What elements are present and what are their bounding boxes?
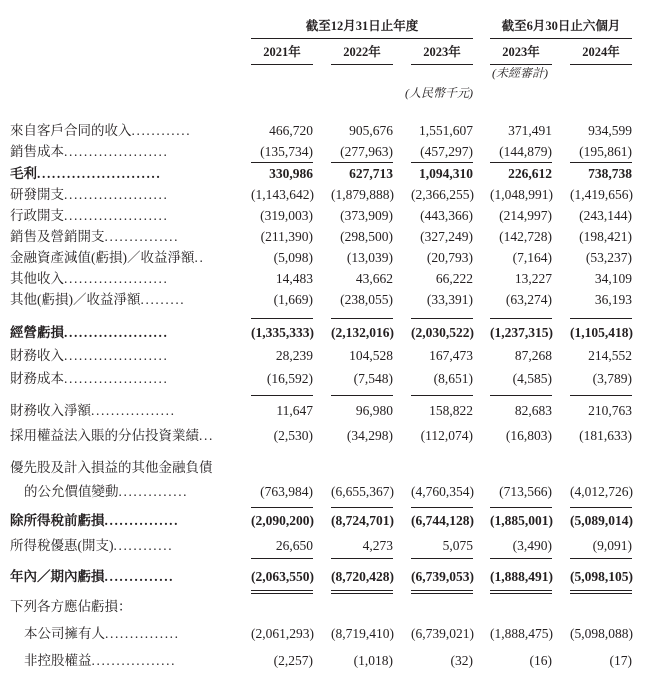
cell-value: (2,061,293) xyxy=(251,626,314,641)
leader-dots: ... xyxy=(199,428,214,443)
table-row xyxy=(0,185,651,205)
subtotal-rule xyxy=(331,395,393,396)
header-year-end-group: 截至12月31日止年度 xyxy=(251,16,473,39)
leader-dots: ............ xyxy=(131,123,192,138)
cell-value: (6,739,053) xyxy=(411,569,474,584)
row-label xyxy=(24,482,235,502)
row-label xyxy=(10,323,235,343)
cell-value: (2,063,550) xyxy=(251,569,314,584)
subtotal-rule xyxy=(411,318,473,319)
table-row xyxy=(0,458,651,478)
cell-value: (34,298) xyxy=(346,428,393,443)
column-header-2022: 2022年 xyxy=(331,42,393,65)
cell-value: (7,164) xyxy=(512,250,552,265)
leader-dots: ..................... xyxy=(64,348,169,363)
cell-value: (1,888,475) xyxy=(490,626,553,641)
cell-value: (8,720,428) xyxy=(331,569,394,584)
row-label xyxy=(24,624,235,644)
row-label xyxy=(10,164,235,184)
row-label-text: 研發開支 xyxy=(10,187,64,202)
cell-value: 14,483 xyxy=(275,271,313,286)
row-label xyxy=(10,227,235,247)
leader-dots: .............. xyxy=(118,484,189,499)
cell-value: (457,297) xyxy=(420,144,473,159)
row-label-text: 財務成本 xyxy=(10,371,64,386)
cell-value: 43,662 xyxy=(355,271,393,286)
leader-dots: ............... xyxy=(104,229,180,244)
cell-value: 210,763 xyxy=(588,403,632,418)
column-header-2023-h1: 2023年 xyxy=(490,42,552,65)
cell-value: (4,012,726) xyxy=(570,484,633,499)
subtotal-rule xyxy=(251,318,313,319)
table-row xyxy=(0,323,651,343)
subtotal-rule xyxy=(411,395,473,396)
row-label-text: 採用權益法入賬的分佔投資業績 xyxy=(10,428,199,443)
double-underline xyxy=(490,590,552,594)
cell-value: 214,552 xyxy=(588,348,632,363)
row-label xyxy=(10,369,235,389)
leader-dots: ............... xyxy=(105,626,180,641)
row-label xyxy=(10,536,235,556)
subtotal-rule xyxy=(411,162,473,163)
cell-value: (443,366) xyxy=(420,208,473,223)
row-label xyxy=(24,651,235,671)
subtotal-rule xyxy=(251,162,313,163)
cell-value: (1,143,642) xyxy=(251,187,314,202)
cell-value: (1,048,991) xyxy=(490,187,553,202)
leader-dots: ......... xyxy=(140,292,186,307)
row-label-text: 財務收入 xyxy=(10,348,64,363)
table-row xyxy=(0,369,651,389)
column-header-2023: 2023年 xyxy=(411,42,473,65)
cell-value: (4,585) xyxy=(512,371,552,386)
cell-value: (2,366,255) xyxy=(411,187,474,202)
cell-value: 226,612 xyxy=(508,166,552,181)
table-row xyxy=(0,482,651,502)
row-label xyxy=(10,597,235,617)
leader-dots: ..................... xyxy=(64,208,169,223)
row-label xyxy=(10,567,235,587)
cell-value: 1,094,310 xyxy=(419,166,473,181)
table-row xyxy=(0,651,651,671)
cell-value: (8,719,410) xyxy=(331,626,394,641)
cell-value: 627,713 xyxy=(349,166,393,181)
row-label-text: 經營虧損 xyxy=(10,325,64,340)
table-row xyxy=(0,401,651,421)
cell-value: (112,074) xyxy=(420,428,473,443)
subtotal-rule xyxy=(331,318,393,319)
cell-value: 905,676 xyxy=(349,123,393,138)
row-label-text: 的公允價值變動 xyxy=(24,484,119,499)
cell-value: 104,528 xyxy=(349,348,393,363)
cell-value: (243,144) xyxy=(579,208,632,223)
cell-value: 4,273 xyxy=(362,538,393,553)
row-label xyxy=(10,290,235,310)
subtotal-rule xyxy=(570,558,632,559)
leader-dots: ..................... xyxy=(64,187,169,202)
subtotal-rule xyxy=(331,507,393,508)
double-underline xyxy=(331,590,393,594)
cell-value: (198,421) xyxy=(579,229,632,244)
cell-value: (1,105,418) xyxy=(570,325,633,340)
leader-dots: .............. xyxy=(104,569,175,584)
cell-value: (5,098) xyxy=(273,250,313,265)
cell-value: 82,683 xyxy=(514,403,552,418)
cell-value: (32) xyxy=(450,653,473,668)
row-label-text: 毛利 xyxy=(10,166,37,181)
cell-value: (5,098,105) xyxy=(570,569,633,584)
cell-value: (277,963) xyxy=(340,144,393,159)
cell-value: (195,861) xyxy=(579,144,632,159)
cell-value: (7,548) xyxy=(353,371,393,386)
cell-value: (135,734) xyxy=(260,144,313,159)
table-row xyxy=(0,269,651,289)
cell-value: 66,222 xyxy=(435,271,473,286)
row-label xyxy=(10,206,235,226)
subtotal-rule xyxy=(570,395,632,396)
cell-value: (2,257) xyxy=(273,653,313,668)
table-row xyxy=(0,536,651,556)
row-label-text: 優先股及計入損益的其他金融負債 xyxy=(10,460,213,475)
cell-value: (1,237,315) xyxy=(490,325,553,340)
cell-value: (1,419,656) xyxy=(570,187,633,202)
cell-value: (1,885,001) xyxy=(490,513,553,528)
unaudited-note: (未經審計) xyxy=(492,66,548,80)
cell-value: (16) xyxy=(529,653,552,668)
subtotal-rule xyxy=(490,507,552,508)
cell-value: (214,997) xyxy=(499,208,552,223)
double-underline xyxy=(251,590,313,594)
cell-value: (2,030,522) xyxy=(411,325,474,340)
row-label xyxy=(10,269,235,289)
table-row xyxy=(0,142,651,162)
row-label-text: 行政開支 xyxy=(10,208,64,223)
subtotal-rule xyxy=(251,507,313,508)
leader-dots: ..................... xyxy=(64,144,169,159)
cell-value: (6,739,021) xyxy=(411,626,474,641)
cell-value: 36,193 xyxy=(594,292,632,307)
cell-value: (8,651) xyxy=(433,371,473,386)
table-row xyxy=(0,164,651,184)
cell-value: (13,039) xyxy=(346,250,393,265)
cell-value: 13,227 xyxy=(514,271,552,286)
cell-value: (181,633) xyxy=(579,428,632,443)
cell-value: 11,647 xyxy=(276,403,313,418)
cell-value: (373,909) xyxy=(340,208,393,223)
subtotal-rule xyxy=(490,162,552,163)
cell-value: 466,720 xyxy=(269,123,313,138)
cell-value: (16,803) xyxy=(505,428,552,443)
cell-value: 34,109 xyxy=(594,271,632,286)
row-label xyxy=(10,185,235,205)
cell-value: (144,879) xyxy=(499,144,552,159)
cell-value: 934,599 xyxy=(588,123,632,138)
row-label xyxy=(10,401,235,421)
table-row xyxy=(0,567,651,587)
row-label-text: 非控股權益 xyxy=(24,653,92,668)
row-label-text: 財務收入淨額 xyxy=(10,403,91,418)
cell-value: 96,980 xyxy=(355,403,393,418)
cell-value: 87,268 xyxy=(514,348,552,363)
leader-dots: ................. xyxy=(91,403,176,418)
cell-value: 738,738 xyxy=(588,166,632,181)
cell-value: (1,018) xyxy=(353,653,393,668)
cell-value: (713,566) xyxy=(499,484,552,499)
row-label xyxy=(10,458,235,478)
cell-value: (8,724,701) xyxy=(331,513,394,528)
cell-value: (327,249) xyxy=(420,229,473,244)
row-label xyxy=(10,346,235,366)
cell-value: 5,075 xyxy=(442,538,473,553)
cell-value: (6,744,128) xyxy=(411,513,474,528)
row-label-text: 銷售及營銷開支 xyxy=(10,229,105,244)
cell-value: (63,274) xyxy=(505,292,552,307)
cell-value: (319,003) xyxy=(260,208,313,223)
cell-value: (298,500) xyxy=(340,229,393,244)
row-label-text: 所得稅優惠(開支) xyxy=(10,538,114,553)
currency-unit-note: (人民幣千元) xyxy=(405,86,473,100)
cell-value: (1,879,888) xyxy=(331,187,394,202)
table-row xyxy=(0,121,651,141)
table-row xyxy=(0,227,651,247)
cell-value: (1,888,491) xyxy=(490,569,553,584)
cell-value: 26,650 xyxy=(275,538,313,553)
cell-value: (20,793) xyxy=(426,250,473,265)
row-label-text: 金融資產減值(虧損)／收益淨額 xyxy=(10,250,195,265)
leader-dots: ..................... xyxy=(64,371,169,386)
row-label xyxy=(10,248,235,268)
cell-value: (5,089,014) xyxy=(570,513,633,528)
column-header-2021: 2021年 xyxy=(251,42,313,65)
row-label xyxy=(10,426,235,446)
double-underline xyxy=(411,590,473,594)
header-six-months-group: 截至6月30日止六個月 xyxy=(490,16,632,39)
row-label-text: 除所得稅前虧損 xyxy=(10,513,105,528)
cell-value: (2,090,200) xyxy=(251,513,314,528)
row-label-text: 其他收入 xyxy=(10,271,64,286)
row-label-text: 本公司擁有人 xyxy=(24,626,105,641)
subtotal-rule xyxy=(570,507,632,508)
row-label-text: 銷售成本 xyxy=(10,144,64,159)
subtotal-rule xyxy=(570,318,632,319)
cell-value: (2,530) xyxy=(273,428,313,443)
column-header-2024-h1: 2024年 xyxy=(570,42,632,65)
subtotal-rule xyxy=(331,162,393,163)
cell-value: (1,335,333) xyxy=(251,325,314,340)
subtotal-rule xyxy=(251,558,313,559)
subtotal-rule xyxy=(490,558,552,559)
subtotal-rule xyxy=(490,318,552,319)
table-row xyxy=(0,290,651,310)
cell-value: (3,789) xyxy=(592,371,632,386)
leader-dots: ..................... xyxy=(64,271,169,286)
row-label xyxy=(10,142,235,162)
subtotal-rule xyxy=(490,395,552,396)
cell-value: (142,728) xyxy=(499,229,552,244)
cell-value: 330,986 xyxy=(269,166,313,181)
cell-value: (16,592) xyxy=(266,371,313,386)
table-row xyxy=(0,248,651,268)
row-label xyxy=(10,511,235,531)
cell-value: (763,984) xyxy=(260,484,313,499)
cell-value: (53,237) xyxy=(585,250,632,265)
cell-value: (33,391) xyxy=(426,292,473,307)
row-label-text: 來自客戶合同的收入 xyxy=(10,123,132,138)
cell-value: 1,551,607 xyxy=(419,123,473,138)
cell-value: 167,473 xyxy=(429,348,473,363)
cell-value: (238,055) xyxy=(340,292,393,307)
leader-dots: ............... xyxy=(104,513,180,528)
leader-dots: .. xyxy=(194,250,205,265)
cell-value: (211,390) xyxy=(260,229,313,244)
table-row xyxy=(0,346,651,366)
cell-value: (4,760,354) xyxy=(411,484,474,499)
leader-dots: ......................... xyxy=(37,166,162,181)
cell-value: (1,669) xyxy=(273,292,313,307)
leader-dots: ............ xyxy=(113,538,174,553)
subtotal-rule xyxy=(251,395,313,396)
table-row xyxy=(0,206,651,226)
subtotal-rule xyxy=(331,558,393,559)
table-row xyxy=(0,511,651,531)
cell-value: (17) xyxy=(609,653,632,668)
row-label-text: 其他(虧損)／收益淨額 xyxy=(10,292,141,307)
row-label-text: 下列各方應佔虧損： xyxy=(10,599,132,614)
cell-value: (5,098,088) xyxy=(570,626,633,641)
row-label xyxy=(10,121,235,141)
cell-value: (6,655,367) xyxy=(331,484,394,499)
subtotal-rule xyxy=(570,162,632,163)
double-underline xyxy=(570,590,632,594)
cell-value: 371,491 xyxy=(508,123,552,138)
cell-value: 158,822 xyxy=(429,403,473,418)
leader-dots: ................. xyxy=(91,653,177,668)
row-label-text: 年內／期內虧損 xyxy=(10,569,105,584)
cell-value: 28,239 xyxy=(275,348,313,363)
table-row xyxy=(0,426,651,446)
table-row xyxy=(0,624,651,644)
table-row xyxy=(0,597,651,617)
leader-dots: ..................... xyxy=(64,325,169,340)
cell-value: (9,091) xyxy=(592,538,632,553)
subtotal-rule xyxy=(411,558,473,559)
cell-value: (2,132,016) xyxy=(331,325,394,340)
cell-value: (3,490) xyxy=(512,538,552,553)
subtotal-rule xyxy=(411,507,473,508)
